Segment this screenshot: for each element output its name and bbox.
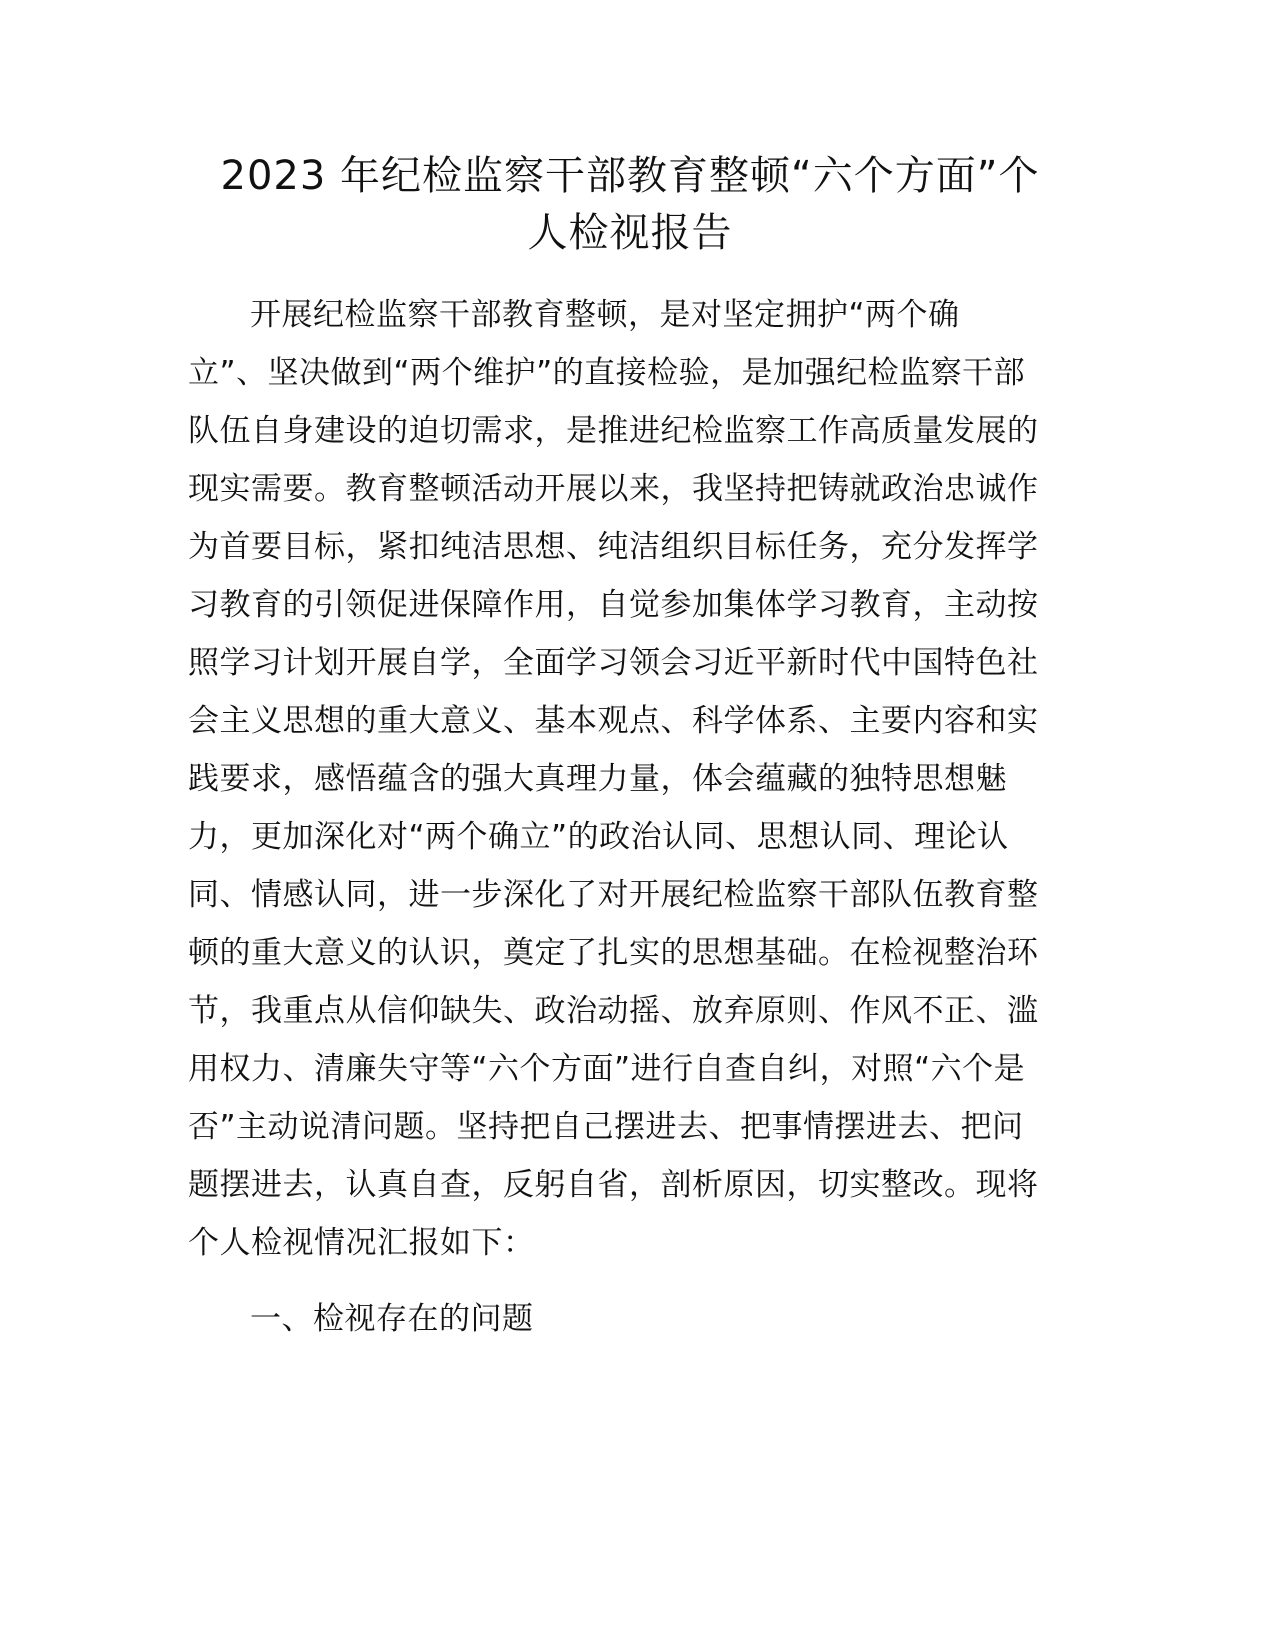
- paragraph-line-6: 习教育的引领促进保障作用，自觉参加集体学习教育，主动按: [188, 587, 1039, 623]
- paragraph-line-12: 顿的重大意义的认识，奠定了扎实的思想基础。在检视整治环: [188, 935, 1039, 971]
- paragraph-line-11: 同、情感认同，进一步深化了对开展纪检监察干部队伍教育整: [188, 877, 1039, 913]
- document-title: [180, 148, 1080, 262]
- paragraph-line-5: 为首要目标，紧扣纯洁思想、纯洁组织目标任务，充分发挥学: [188, 529, 1039, 565]
- paragraph-line-14: 用权力、清廉失守等“六个方面”进行自查自纠，对照“六个是: [188, 1051, 1026, 1087]
- intro-paragraph: [188, 286, 1088, 1272]
- paragraph-line-7: 照学习计划开展自学，全面学习领会习近平新时代中国特色社: [188, 645, 1039, 681]
- section-heading: 一、检视存在的问题: [250, 1301, 534, 1337]
- paragraph-line-8: 会主义思想的重大意义、基本观点、科学体系、主要内容和实: [188, 703, 1039, 739]
- title-line-2: 人检视报告: [527, 210, 733, 256]
- paragraph-line-13: 节，我重点从信仰缺失、政治动摇、放弃原则、作风不正、滥: [188, 993, 1039, 1029]
- paragraph-line-16: 题摆进去，认真自查，反躬自省，剖析原因，切实整改。现将: [188, 1167, 1039, 1203]
- paragraph-line-10: 力，更加深化对“两个确立”的政治认同、思想认同、理论认: [188, 819, 1009, 855]
- title-line-1: 2023 年纪检监察干部教育整顿“六个方面”个: [220, 153, 1040, 199]
- paragraph-line-15: 否”主动说清问题。坚持把自己摆进去、把事情摆进去、把问: [188, 1109, 1024, 1145]
- paragraph-line-17: 个人检视情况汇报如下：: [188, 1225, 535, 1261]
- paragraph-line-4: 现实需要。教育整顿活动开展以来，我坚持把铸就政治忠诚作: [188, 471, 1039, 507]
- paragraph-line-9: 践要求，感悟蕴含的强大真理力量，体会蕴藏的独特思想魅: [188, 761, 1007, 797]
- paragraph-line-3: 队伍自身建设的迫切需求，是推进纪检监察工作高质量发展的: [188, 413, 1039, 449]
- paragraph-line-2: 立”、坚决做到“两个维护”的直接检验，是加强纪检监察干部: [188, 355, 1026, 391]
- paragraph-line-1: 开展纪检监察干部教育整顿，是对坚定拥护“两个确: [250, 297, 960, 333]
